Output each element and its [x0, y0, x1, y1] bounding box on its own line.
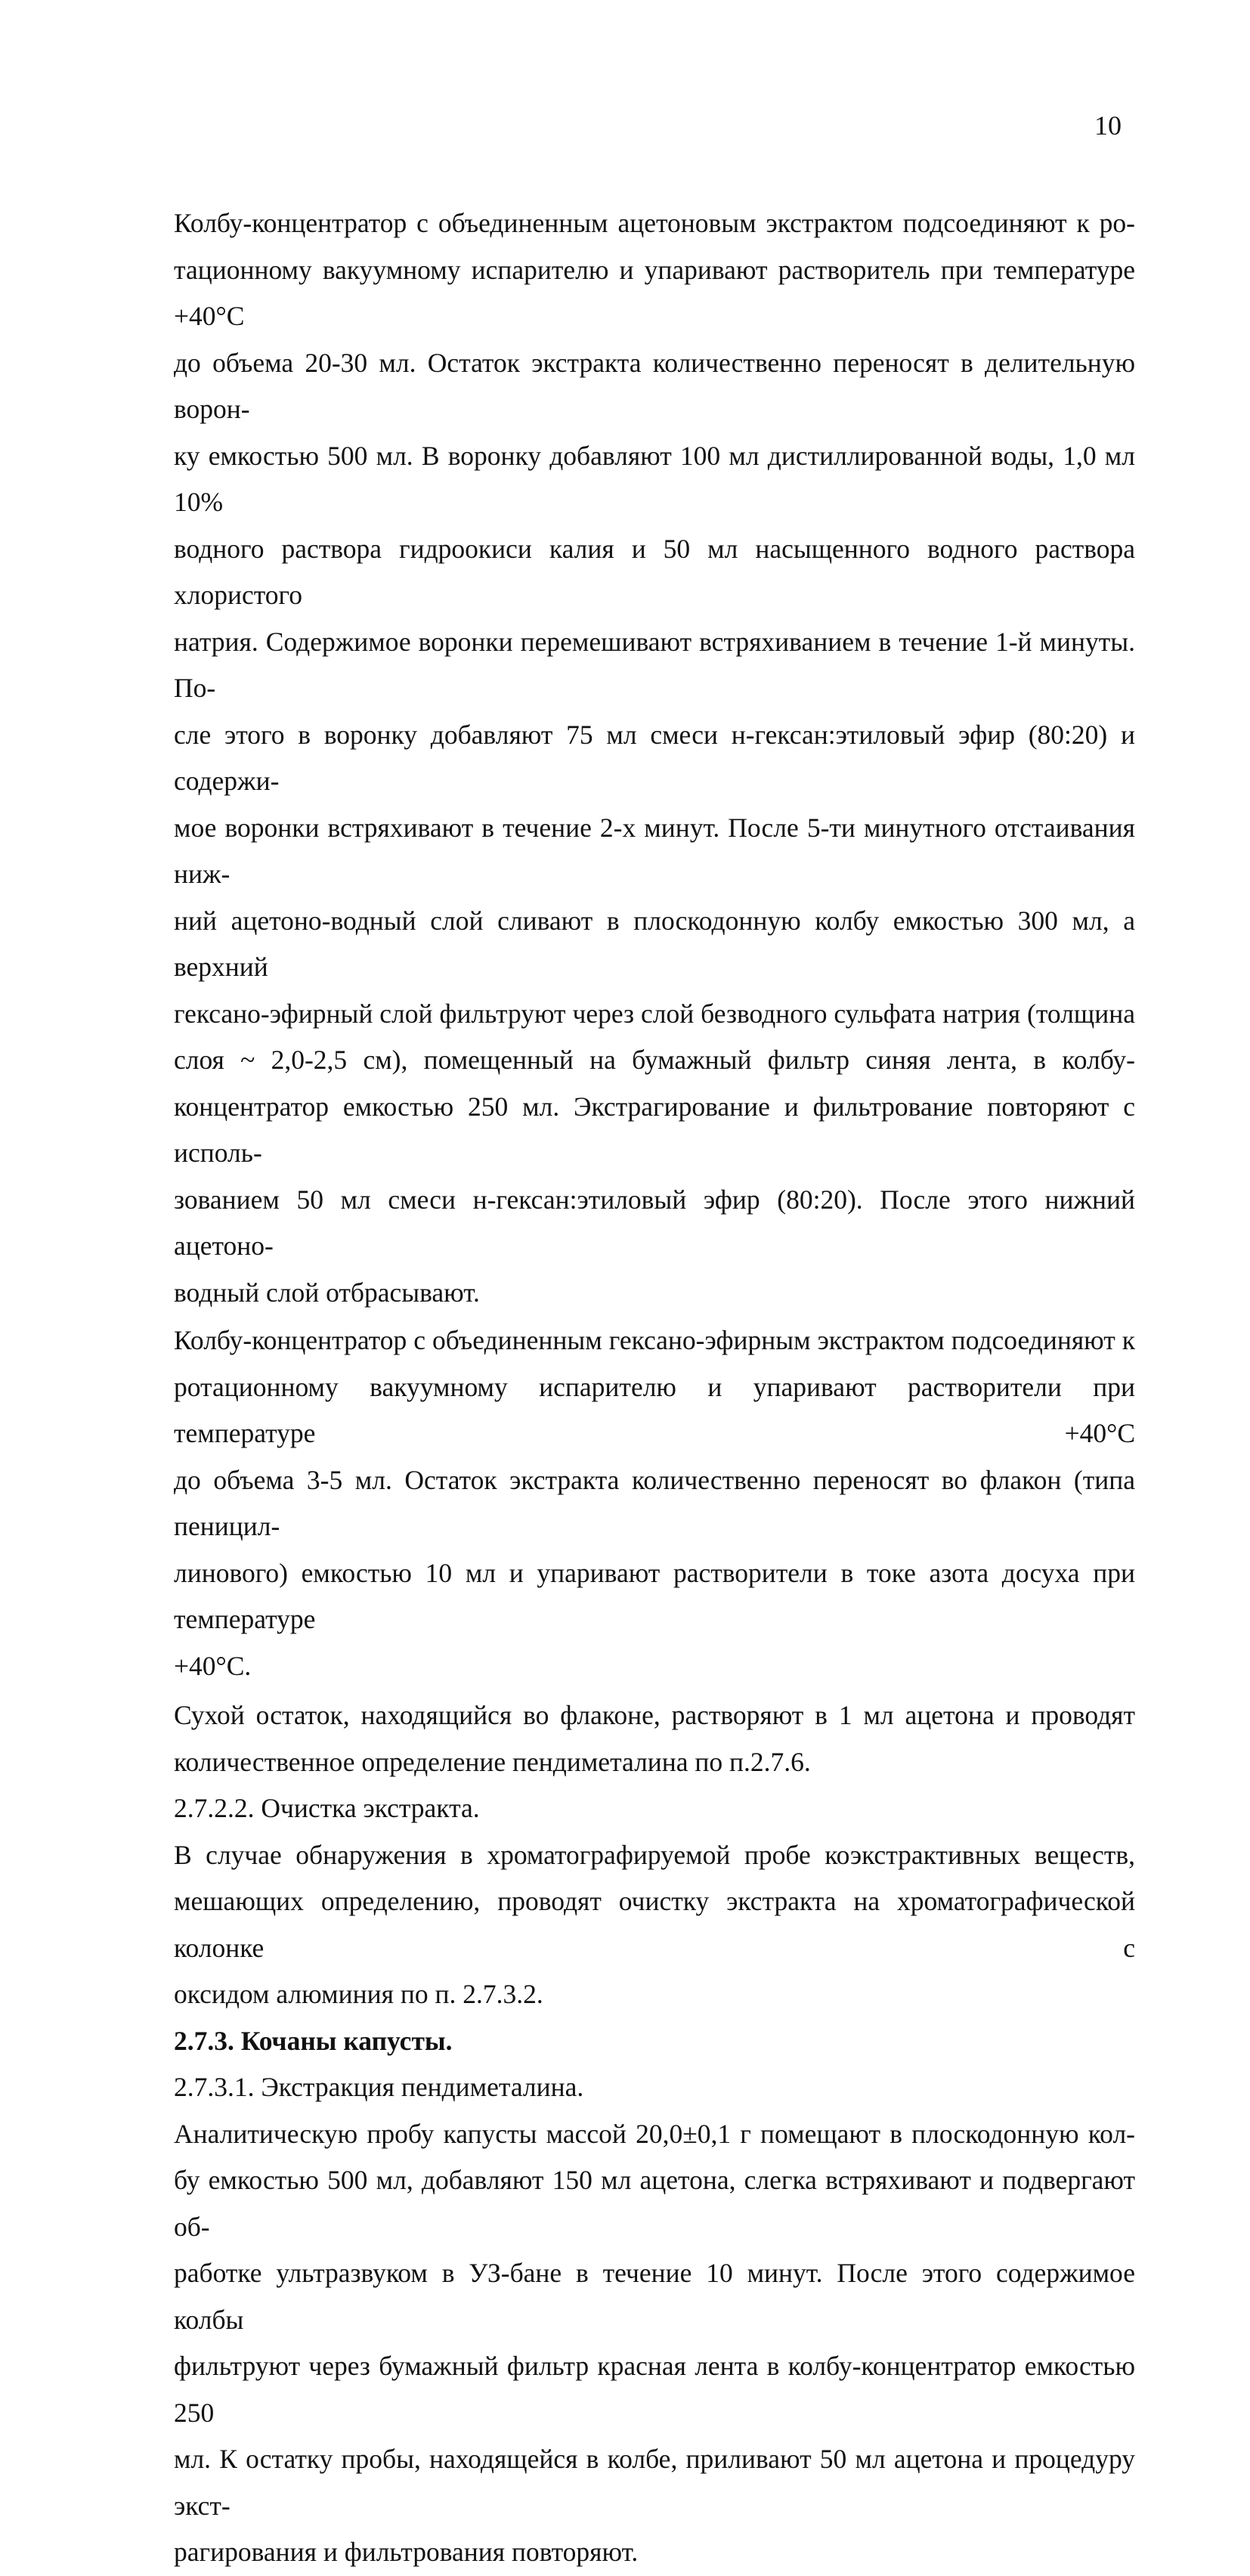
paragraph-7 — [174, 2064, 1135, 2111]
paragraph-6 — [174, 2018, 1135, 2065]
text-line: мое воронки встряхивают в течение 2-х минут. После 5-ти минутного отстаивания ниж- — [174, 812, 1135, 889]
text-line: мешающих определению, проводят очистку экстракта на хроматографической колонке с — [174, 1886, 1135, 1963]
text-line: гексано-эфирный слой фильтруют через слой безводного сульфата натрия (толщина — [174, 998, 1135, 1029]
paragraph-8 — [174, 2111, 1135, 2576]
text-line: сле этого в воронку добавляют 75 мл смеси н-гексан:этиловый эфир (80:20) и содержи- — [174, 719, 1135, 796]
text-line: до объема 20-30 мл. Остаток экстракта количественно переносят в делительную ворон- — [174, 347, 1135, 424]
text-line: работке ультразвуком в УЗ-бане в течение 10 минут. После этого содержимое колбы — [174, 2258, 1135, 2335]
paragraph-5 — [174, 1832, 1135, 2018]
text-line: Аналитическую пробу капусты массой 20,0±0,1 г помещают в плоскодонную кол- — [174, 2118, 1135, 2149]
text-line: водный слой отбрасывают. — [174, 1277, 480, 1308]
text-line: до объема 3-5 мл. Остаток экстракта количественно переносят во флакон (типа пеницил- — [174, 1464, 1135, 1541]
document-body — [174, 200, 1135, 2576]
text-line: натрия. Содержимое воронки перемешивают встряхиванием в течение 1-й минуты. По- — [174, 626, 1135, 703]
paragraph-4 — [174, 1785, 1135, 1832]
section-subheading: 2.7.3.1. Экстракция пендиметалина. — [174, 2072, 584, 2102]
paragraph-3 — [174, 1692, 1135, 1785]
text-line: ротационному вакуумному испарителю и упаривают растворители при температуре +40°С — [174, 1371, 1135, 1448]
text-line: Сухой остаток, находящийся во флаконе, растворяют в 1 мл ацетона и проводят — [174, 1700, 1135, 1730]
text-line: мл. К остатку пробы, находящейся в колбе, приливают 50 мл ацетона и процедуру экст- — [174, 2444, 1135, 2521]
text-line: тационному вакуумному испарителю и упаривают растворитель при температуре +40°С — [174, 254, 1135, 331]
text-line: +40°С. — [174, 1650, 252, 1681]
text-line: В случае обнаружения в хроматографируемой пробе коэкстрактивных веществ, — [174, 1839, 1135, 1870]
paragraph-1 — [174, 200, 1135, 1316]
page-number: 10 — [1094, 110, 1122, 141]
text-line: Колбу-концентратор с объединенным гексано-эфирным экстрактом подсоединяют к — [174, 1325, 1135, 1355]
text-line: рагирования и фильтрования повторяют. — [174, 2537, 639, 2567]
text-line: линового) емкостью 10 мл и упаривают растворители в токе азота досуха при температуре — [174, 1557, 1135, 1634]
text-line: бу емкостью 500 мл, добавляют 150 мл ацетона, слегка встряхивают и подвергают об- — [174, 2165, 1135, 2242]
text-line: зованием 50 мл смеси н-гексан:этиловый эфир (80:20). После этого нижний ацетоно- — [174, 1184, 1135, 1261]
text-line: водного раствора гидроокиси калия и 50 мл насыщенного водного раствора хлористого — [174, 533, 1135, 610]
text-line: оксидом алюминия по п. 2.7.3.2. — [174, 1979, 543, 2009]
text-line: концентратор емкостью 250 мл. Экстрагирование и фильтрование повторяют с исполь- — [174, 1091, 1135, 1168]
text-line: количественное определение пендиметалина по п.2.7.6. — [174, 1746, 811, 1777]
section-subheading: 2.7.2.2. Очистка экстракта. — [174, 1793, 480, 1823]
text-line: ку емкостью 500 мл. В воронку добавляют 100 мл дистиллированной воды, 1,0 мл 10% — [174, 440, 1135, 517]
paragraph-2 — [174, 1317, 1135, 1689]
text-line: ний ацетоно-водный слой сливают в плоскодонную колбу емкостью 300 мл, а верхний — [174, 905, 1135, 982]
text-line: слоя ~ 2,0-2,5 см), помещенный на бумажный фильтр синяя лента, в колбу- — [174, 1045, 1135, 1075]
section-heading: 2.7.3. Кочаны капусты. — [174, 2025, 453, 2056]
text-line: Колбу-концентратор с объединенным ацетоновым экстрактом подсоединяют к ро- — [174, 208, 1135, 238]
text-line: фильтруют через бумажный фильтр красная лента в колбу-концентратор емкостью 250 — [174, 2351, 1135, 2428]
